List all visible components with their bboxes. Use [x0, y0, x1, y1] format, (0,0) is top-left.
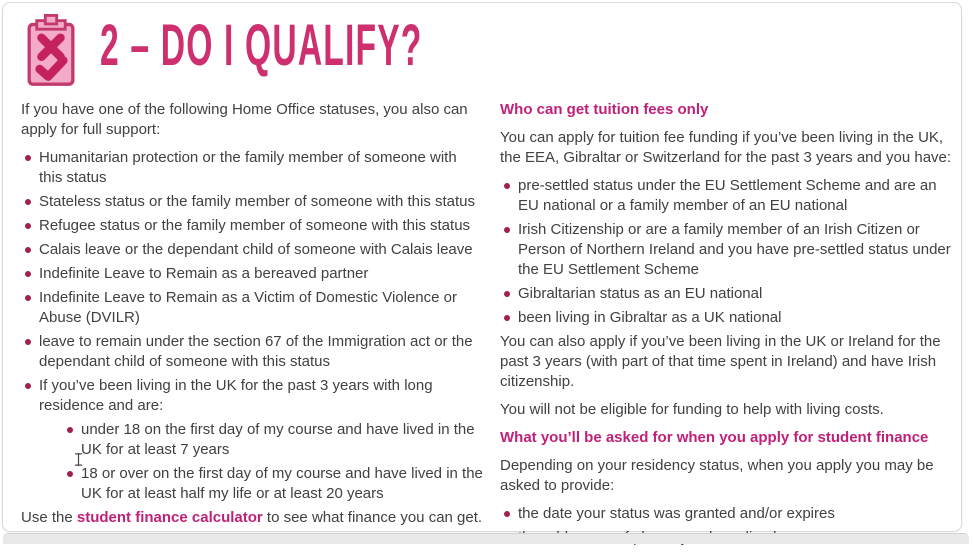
home-office-status-list: [21, 148, 484, 504]
bullet-item: Indefinite Leave to Remain as a bereaved partner: [21, 264, 484, 284]
long-residence-intro: If you’ve been living in the UK for the past 3 years with long residence and are:: [39, 377, 433, 414]
bullet-item: Indefinite Leave to Remain as a Victim of Domestic Violence or Abuse (DVILR): [21, 288, 484, 328]
bullet-item: Calais leave or the dependant child of someone with Calais leave: [21, 240, 484, 260]
bullet-item: Gibraltarian status as an EU national: [500, 284, 956, 304]
left-column: [21, 100, 484, 536]
tuition-eligibility-list: [500, 176, 956, 328]
right-column: [500, 100, 956, 552]
left-intro: If you have one of the following Home Office statuses, you also can apply for full support:: [21, 101, 468, 138]
tuition-intro: You can apply for tuition fee funding if you’ve been living in the UK, the EEA, Gibraltar or Switzerland for the past 3 years and you have:: [500, 129, 952, 166]
bullet-item-long-residence: [21, 376, 484, 504]
long-residence-sublist: [63, 420, 484, 504]
closing-suffix: to see what finance you can get.: [262, 509, 483, 526]
bullet-item: leave to remain under the section 67 of the Immigration act or the dependant child of someone with this status: [21, 332, 484, 372]
living-costs-note: You will not be eligible for funding to help with living costs.: [500, 401, 884, 418]
bullet-item: pre-settled status under the EU Settlement Scheme and are an EU national or a family member of an EU national: [500, 176, 956, 216]
provide-intro: Depending on your residency status, when you apply you may be asked to provide:: [500, 457, 934, 494]
section-heading-what-asked-for: What you’ll be asked for when you apply for student finance: [500, 429, 929, 446]
slide-page: [2, 2, 962, 532]
sub-bullet-item: under 18 on the first day of my course and have lived in the UK for at least 7 years: [63, 420, 484, 460]
sub-bullet-item: 18 or over on the first day of my course and have lived in the UK for at least half my life or at least 20 years: [63, 464, 484, 504]
next-page-edge: [3, 533, 969, 544]
checklist-clipboard-icon: [25, 14, 77, 88]
bullet-item: Irish Citizenship or are a family member of an Irish Citizen or Person of Northern Ireland and you have pre-settled status under the EU Settlement Scheme: [500, 220, 956, 280]
text-cursor-ibeam: [74, 452, 83, 467]
student-finance-calculator-link[interactable]: student finance calculator: [76, 509, 263, 526]
closing-prefix: Use the: [21, 509, 77, 526]
bullet-item: been living in Gibraltar as a UK national: [500, 308, 956, 328]
bullet-item: Humanitarian protection or the family member of someone with this status: [21, 148, 484, 188]
closing-line: [21, 508, 484, 528]
page-title: 2 – DO I QUALIFY?: [100, 13, 423, 78]
bullet-item: Refugee status or the family member of someone with this status: [21, 216, 484, 236]
section-heading-tuition-fees: Who can get tuition fees only: [500, 101, 709, 118]
bullet-item: the date your status was granted and/or expires: [500, 504, 956, 524]
ireland-note: You can also apply if you’ve been living in the UK or Ireland for the past 3 years (with part of that time spent in Ireland) and have Irish citizenship.: [500, 333, 941, 390]
bullet-item: Stateless status or the family member of someone with this status: [21, 192, 484, 212]
